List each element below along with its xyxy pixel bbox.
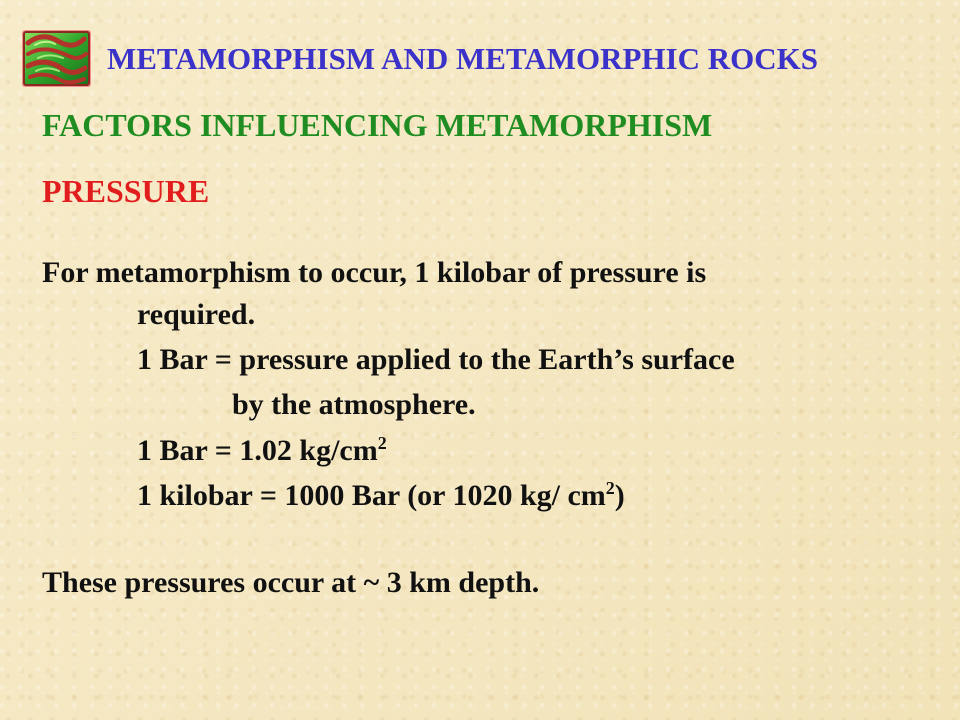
topic-title: PRESSURE xyxy=(42,173,210,209)
body-line-6 xyxy=(137,478,625,512)
body-line-4: by the atmosphere. xyxy=(232,388,476,421)
body-line-5-prefix: 1 Bar = 1.02 kg/cm xyxy=(137,434,378,467)
header-title: METAMORPHISM AND METAMORPHIC ROCKS xyxy=(107,41,818,76)
body-line-6-superscript: 2 xyxy=(605,478,615,498)
body-line-7: These pressures occur at ~ 3 km depth. xyxy=(42,566,540,599)
body-line-1: For metamorphism to occur, 1 kilobar of pressure is xyxy=(42,256,707,289)
body-line-3: 1 Bar = pressure applied to the Earth’s surface xyxy=(137,343,735,376)
section-title: FACTORS INFLUENCING METAMORPHISM xyxy=(42,107,713,143)
body-line-2: required. xyxy=(137,298,256,331)
rock-logo-icon xyxy=(18,25,96,93)
body-line-5-superscript: 2 xyxy=(377,433,387,453)
body-line-5 xyxy=(137,433,387,467)
body-line-6-suffix: ) xyxy=(614,479,625,512)
body-line-6-prefix: 1 kilobar = 1000 Bar (or 1020 kg/ cm xyxy=(137,479,606,512)
